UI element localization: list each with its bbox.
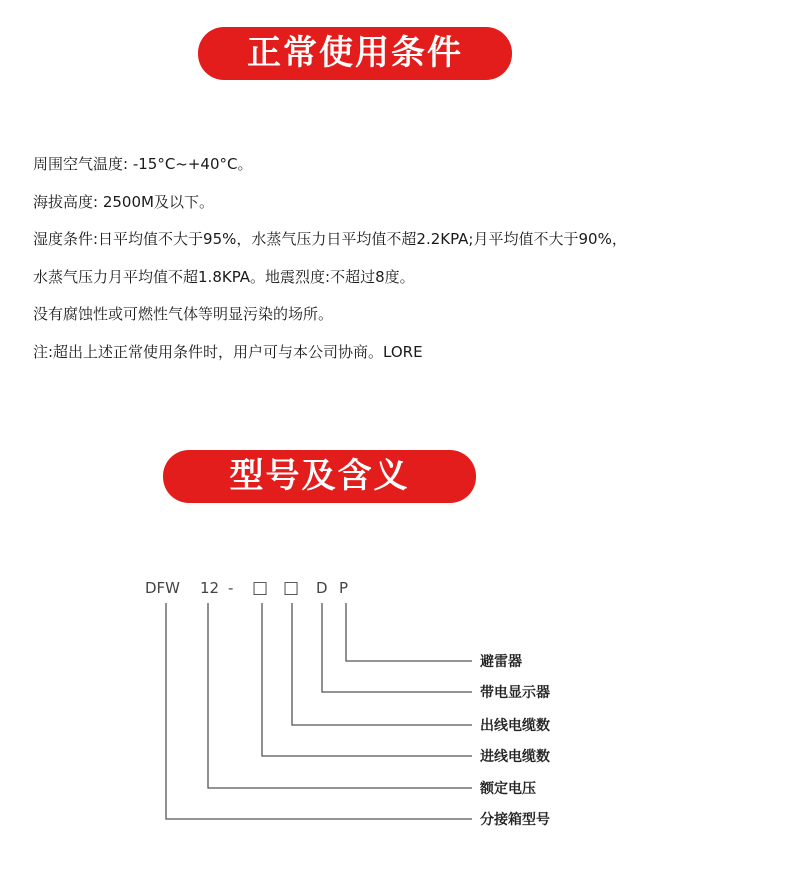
code-d: D [316, 579, 328, 597]
condition-note: 注:超出上述正常使用条件时，用户可与本公司协商。LORE [33, 342, 423, 361]
condition-temperature: 周围空气温度: -15°C~+40°C。 [33, 155, 253, 173]
code-box-incoming: □ [252, 578, 269, 598]
condition-environment: 没有腐蚀性或可燃性气体等明显污染的场所。 [33, 305, 334, 323]
legend-rated-voltage: 额定电压 [480, 781, 536, 797]
section-title-conditions: 正常使用条件 [198, 27, 512, 80]
leader-line-incoming [262, 603, 472, 756]
code-box-outgoing: □ [283, 578, 300, 598]
conditions-list [33, 146, 783, 371]
code-p: P [339, 579, 349, 597]
code-voltage: 12 [200, 579, 220, 597]
leader-line-p [346, 603, 472, 661]
section-title-model: 型号及含义 [163, 450, 476, 503]
condition-altitude: 海拔高度: 2500M及以下。 [33, 192, 214, 211]
legend-incoming-cables: 进线电缆数 [480, 749, 550, 765]
legend-live-indicator: 带电显示器 [480, 685, 550, 701]
legend-outgoing-cables: 出线电缆数 [480, 718, 550, 734]
leader-line-model [166, 603, 472, 819]
code-dash: - [228, 579, 234, 597]
model-diagram [0, 540, 790, 860]
leader-line-d [322, 603, 472, 692]
legend-model: 分接箱型号 [480, 812, 550, 828]
condition-vapor-seismic: 水蒸气压力月平均值不超1.8KPA。地震烈度:不超过8度。 [33, 267, 415, 286]
condition-humidity: 湿度条件:日平均值不大于95%，水蒸气压力日平均值不超2.2KPA;月平均值不大于90%， [33, 230, 627, 248]
leader-line-outgoing [292, 603, 472, 725]
code-prefix: DFW [145, 579, 181, 597]
leader-line-voltage [208, 603, 472, 788]
legend-arrester: 避雷器 [480, 654, 522, 670]
